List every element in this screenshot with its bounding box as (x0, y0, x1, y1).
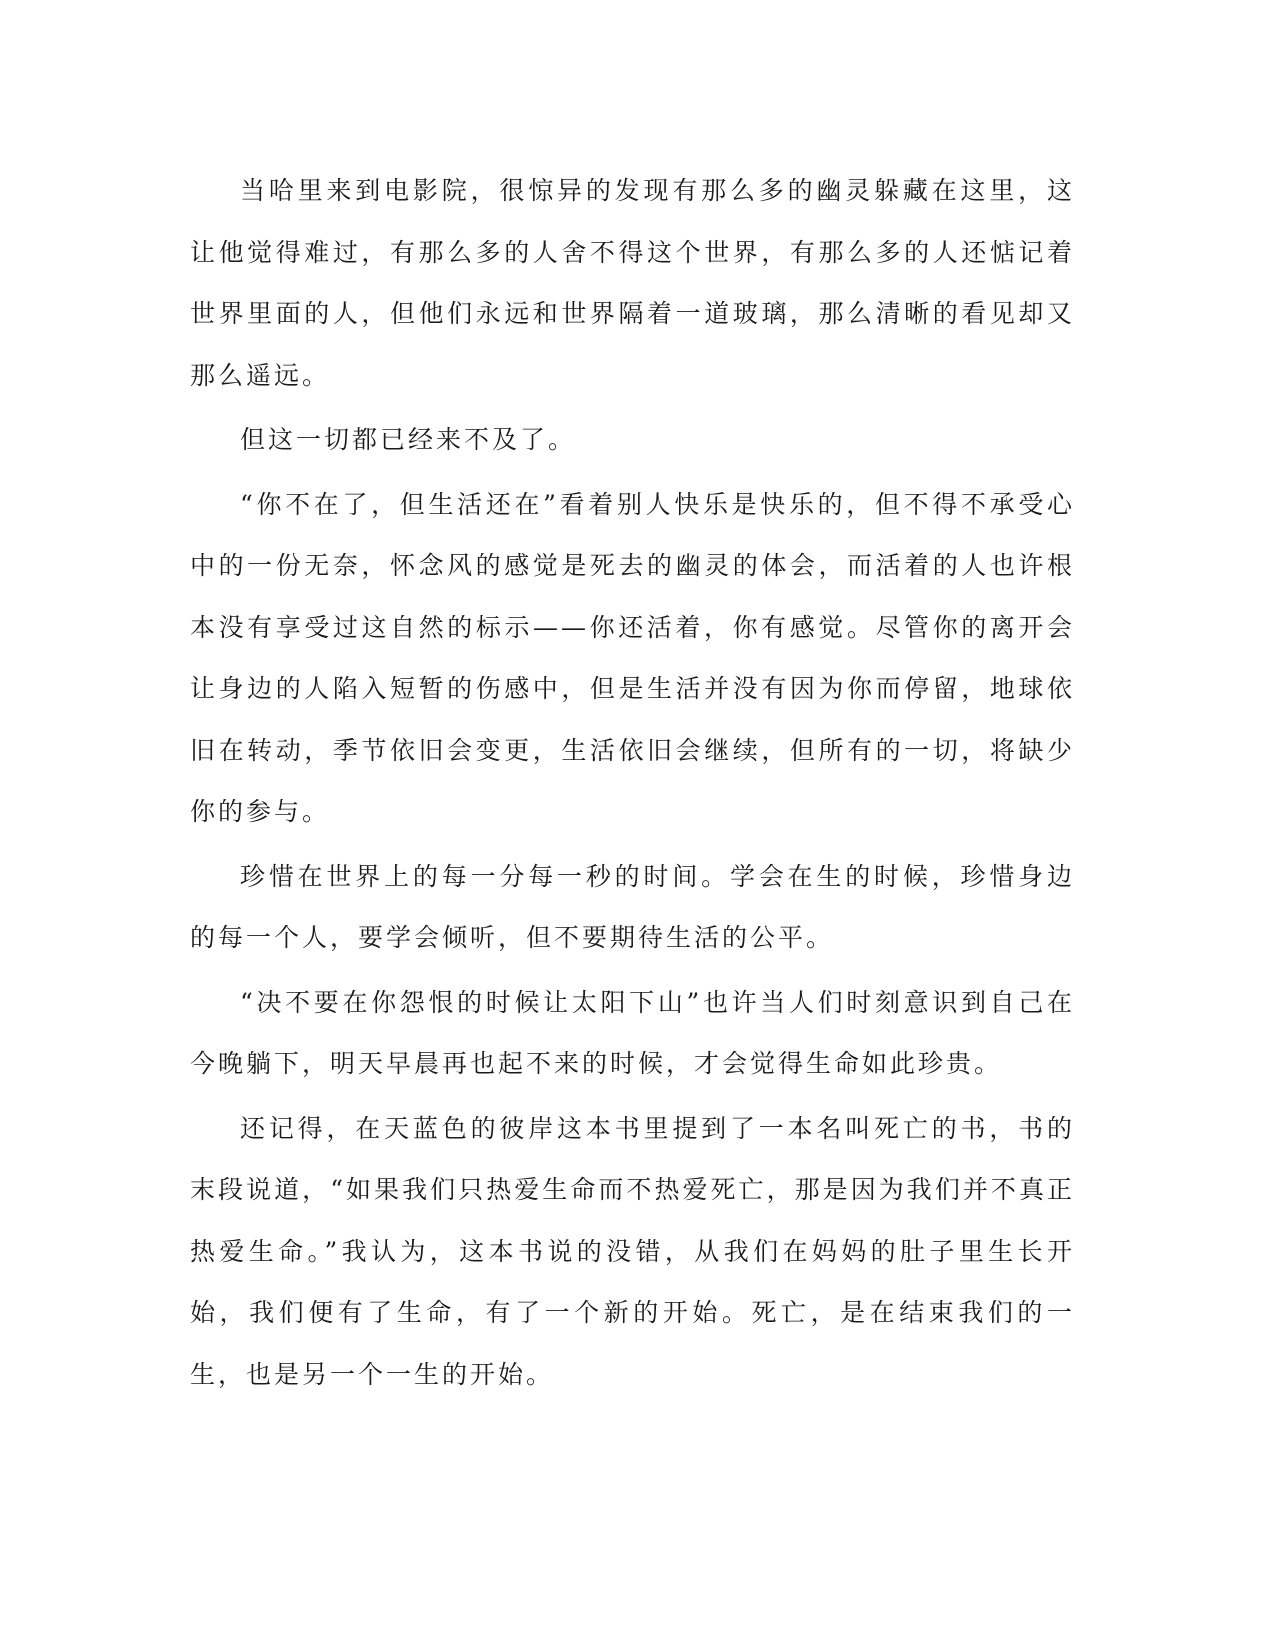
paragraph: “你不在了，但生活还在”看着别人快乐是快乐的，但不得不承受心中的一份无奈，怀念风的感觉是死去的幽灵的体会，而活着的人也许根本没有享受过这自然的标示——你还活着，你有感觉。尽管你的离开会让身边的人陷入短暂的伤感中，但是生活并没有因为你而停留，地球依旧在转动，季节依旧会变更，生活依旧会继续，但所有的一切，将缺少你的参与。 (190, 489, 1075, 826)
paragraph: 珍惜在世界上的每一分每一秒的时间。学会在生的时候，珍惜身边的每一个人，要学会倾听，但不要期待生活的公平。 (190, 861, 1075, 952)
paragraph: 当哈里来到电影院，很惊异的发现有那么多的幽灵躲藏在这里，这让他觉得难过，有那么多的人舍不得这个世界，有那么多的人还惦记着世界里面的人，但他们永远和世界隔着一道玻璃，那么清晰的看见却又那么遥远。 (190, 176, 1075, 390)
paragraph: 但这一切都已经来不及了。 (240, 425, 577, 454)
document-body (190, 160, 1075, 1408)
paragraph: 还记得，在天蓝色的彼岸这本书里提到了一本名叫死亡的书，书的末段说道，“如果我们只热爱生命而不热爱死亡，那是因为我们并不真正热爱生命。”我认为，这本书说的没错，从我们在妈妈的肚子里生长开始，我们便有了生命，有了一个新的开始。死亡，是在结束我们的一生，也是另一个一生的开始。 (190, 1113, 1075, 1389)
paragraph: “决不要在你怨恨的时候让太阳下山”也许当人们时刻意识到自己在今晚躺下，明天早晨再也起不来的时候，才会觉得生命如此珍贵。 (190, 987, 1075, 1078)
